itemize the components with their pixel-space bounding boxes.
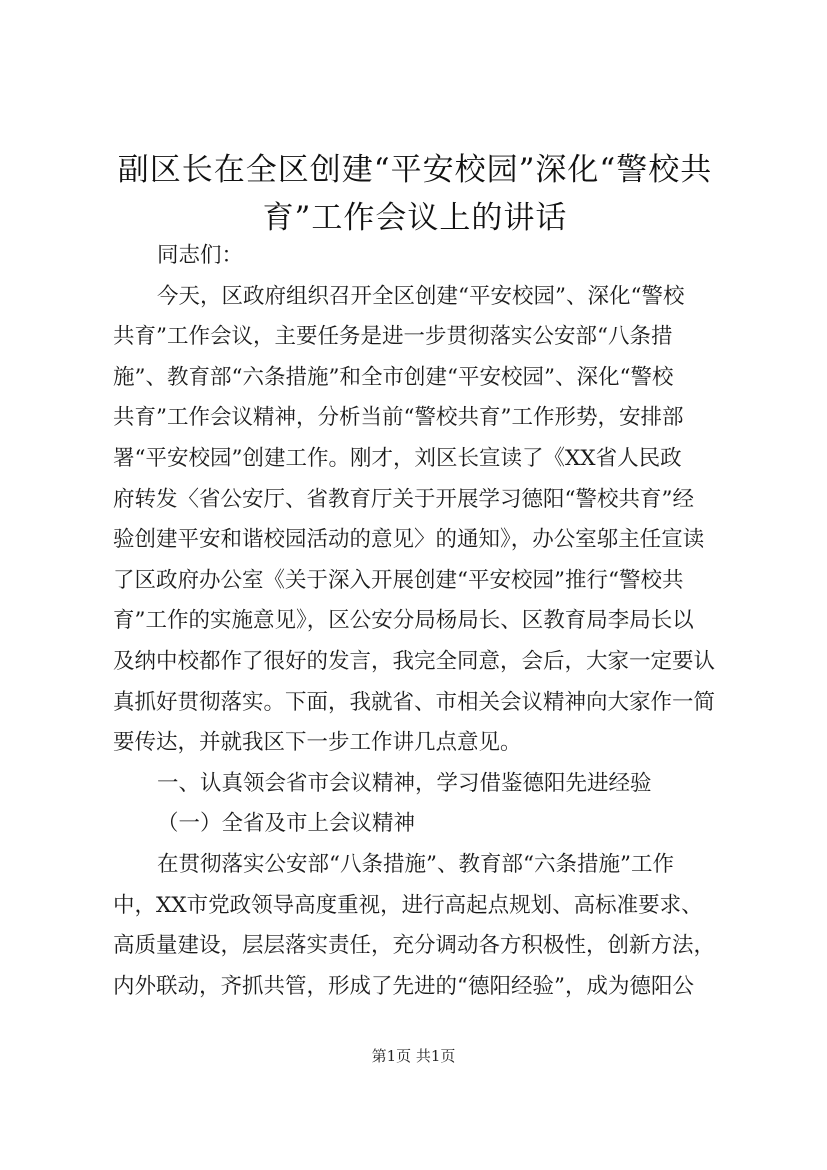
paragraph-line: 及纳中校都作了很好的发言，我完全同意，会后，大家一定要认 <box>113 648 716 674</box>
title-line-1: 副区长在全区创建“平安校园”深化“警校共 <box>117 152 713 188</box>
paragraph-line: 要传达，并就我区下一步工作讲几点意见。 <box>113 730 522 756</box>
paragraph-line: 府转发〈省公安厅、省教育厅关于开展学习德阳“警校共育”经 <box>113 486 694 512</box>
paragraph-line: 验创建平安和谐校园活动的意见〉的通知》，办公室邬主任宣读 <box>113 527 705 553</box>
paragraph-line: 中，XX市党政领导高度重视，进行高起点规划、高标准要求、 <box>113 892 703 918</box>
paragraph-line: 共育”工作会议，主要任务是进一步贯彻落实公安部“八条措 <box>113 324 673 350</box>
subsection-heading: （一）全省及市上会议精神 <box>157 811 416 837</box>
title-line-2: 育”工作会议上的讲话 <box>262 200 568 236</box>
paragraph-line: 署“平安校园”创建工作。刚才，刘区长宣读了《XX省人民政 <box>113 445 682 471</box>
paragraph-line: 高质量建设，层层落实责任，充分调动各方积极性，创新方法， <box>113 933 716 959</box>
salutation: 同志们： <box>157 243 244 268</box>
paragraph-line: 真抓好贯彻落实。下面，我就省、市相关会议精神向大家作一简 <box>113 689 716 715</box>
paragraph-line: 今天，区政府组织召开全区创建“平安校园”、深化“警校 <box>157 283 685 309</box>
paragraph-line: 了区政府办公室《关于深入开展创建“平安校园”推行“警校共 <box>113 567 684 593</box>
document-body <box>113 236 723 1007</box>
paragraph-line: 施”、教育部“六条措施”和全市创建“平安校园”、深化“警校 <box>113 364 674 390</box>
document-title <box>95 146 735 242</box>
section-heading: 一、认真领会省市会议精神，学习借鉴德阳先进经验 <box>157 770 652 796</box>
paragraph-line: 内外联动，齐抓共管，形成了先进的“德阳经验”，成为德阳公 <box>113 973 694 999</box>
page-number-label: 第1页 共1页 <box>371 1047 456 1065</box>
paragraph-line: 育”工作的实施意见》，区公安分局杨局长、区教育局李局长以 <box>113 608 694 634</box>
paragraph-line: 共育”工作会议精神，分析当前“警校共育”工作形势，安排部 <box>113 405 684 431</box>
page-footer <box>0 1045 827 1066</box>
paragraph-line: 在贯彻落实公安部“八条措施”、教育部“六条措施”工作 <box>157 851 674 877</box>
